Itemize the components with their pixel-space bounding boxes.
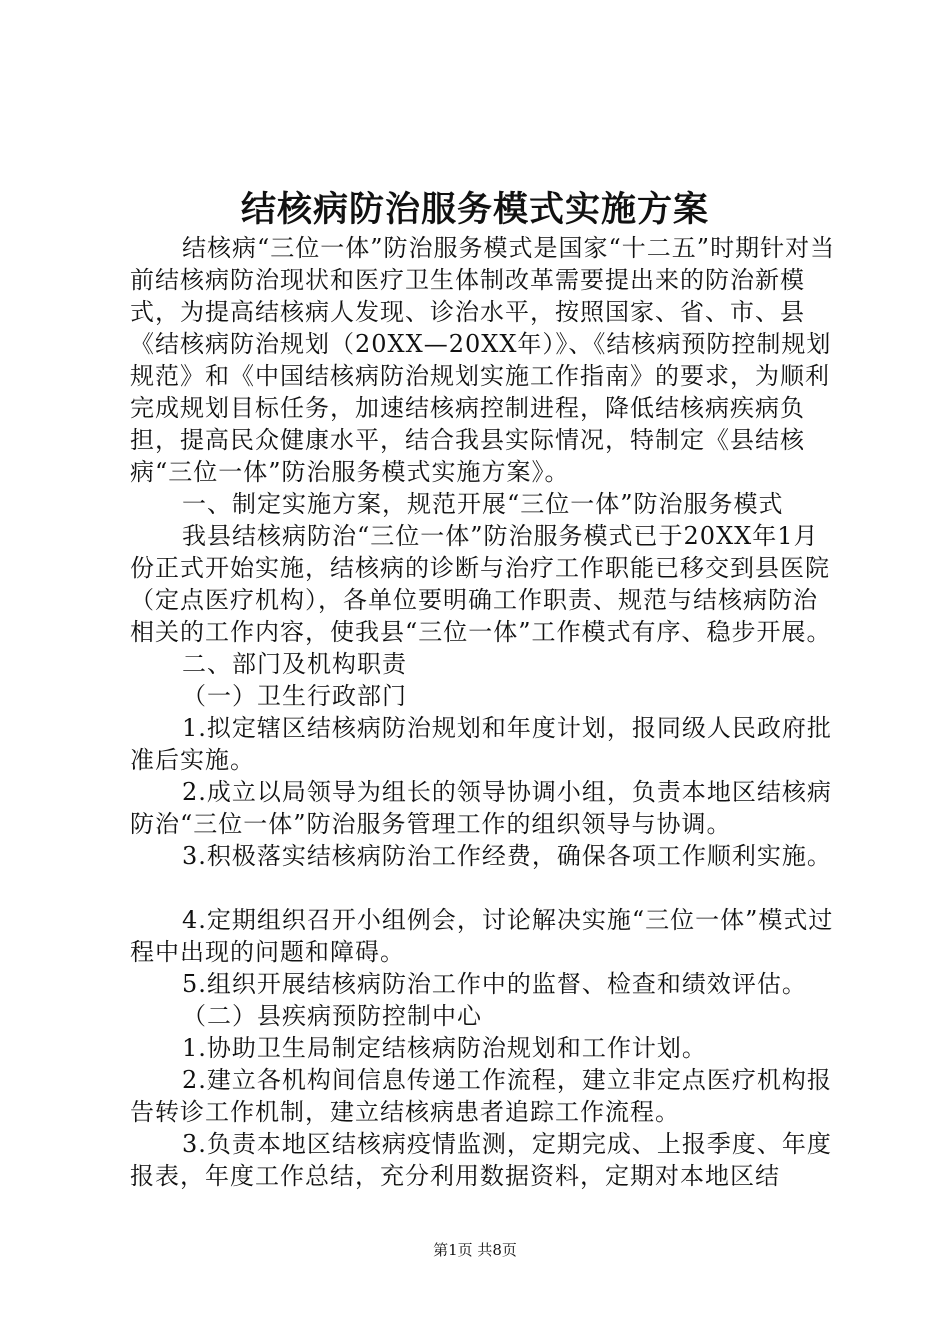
- paragraph-section-1: 我县结核病防治“三位一体”防治服务模式已于20XX年1月份正式开始实施，结核病的诊断与治疗工作职能已移交到县医院（定点医疗机构），各单位要明确工作职责、规范与结核病防治相关的工作内容，使我县“三位一体”工作模式有序、稳步开展。: [130, 522, 832, 646]
- paragraph-intro: 结核病“三位一体”防治服务模式是国家“十二五”时期针对当前结核病防治现状和医疗卫生体制改革需要提出来的防治新模式，为提高结核病人发现、诊治水平，按照国家、省、市、县《结核病防治规划（20XX—20XX年）》、《结核病预防控制规划规范》和《中国结核病防治规划实施工作指南》的要求，为顺利完成规划目标任务，加速结核病控制进程，降低结核病疾病负担，提高民众健康水平，结合我县实际情况，特制定《县结核病“三位一体”防治服务模式实施方案》。: [130, 234, 836, 486]
- list-item: 1.协助卫生局制定结核病防治规划和工作计划。: [182, 1034, 707, 1062]
- document-body: [130, 232, 840, 1192]
- subheading-health-admin: （一）卫生行政部门: [182, 682, 407, 710]
- list-item: 3.积极落实结核病防治工作经费，确保各项工作顺利实施。: [182, 842, 832, 870]
- heading-section-1: 一、制定实施方案，规范开展“三位一体”防治服务模式: [182, 490, 784, 518]
- list-item: 1.拟定辖区结核病防治规划和年度计划，报同级人民政府批准后实施。: [130, 714, 832, 774]
- list-item: 4.定期组织召开小组例会，讨论解决实施“三位一体”模式过程中出现的问题和障碍。: [130, 906, 834, 966]
- heading-section-2: 二、部门及机构职责: [182, 650, 407, 678]
- list-item: 3.负责本地区结核病疫情监测，定期完成、上报季度、年度报表，年度工作总结，充分利用数据资料，定期对本地区结: [130, 1130, 832, 1190]
- document-title: 结核病防治服务模式实施方案: [240, 189, 709, 230]
- list-item: 2.成立以局领导为组长的领导协调小组，负责本地区结核病防治“三位一体”防治服务管理工作的组织领导与协调。: [130, 778, 832, 838]
- subheading-cdc: （二）县疾病预防控制中心: [182, 1002, 482, 1030]
- page-footer: 第1页 共8页: [433, 1241, 517, 1259]
- list-item: 2.建立各机构间信息传递工作流程，建立非定点医疗机构报告转诊工作机制，建立结核病患者追踪工作流程。: [130, 1066, 832, 1126]
- list-item: 5.组织开展结核病防治工作中的监督、检查和绩效评估。: [182, 970, 807, 998]
